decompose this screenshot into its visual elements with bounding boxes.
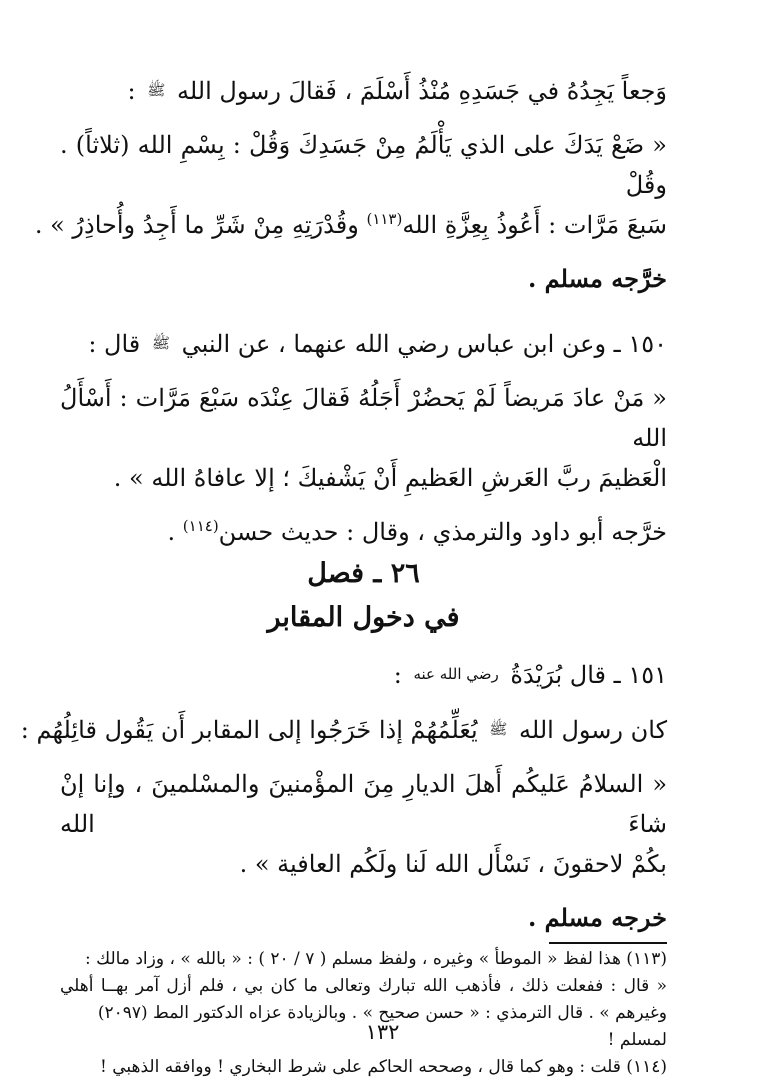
body-line-7: الْعَظيمَ ربَّ العَرشِ العَظيمِ أَنْ يَشْفيكَ ؛ إلا عافاهُ الله » . [113, 464, 667, 492]
footnote-line: (١١٣) هذا لفظ « الموطأ » وغيره ، ولفظ مسلم ( ٧ / ٢٠ ) : « بالله » ، وزاد مالك : [85, 949, 667, 969]
hadith-151-intro [60, 654, 667, 695]
page-number: ١٣٢ [365, 1020, 400, 1044]
body-line-12: بكُمْ لاحقونَ ، نَسْأَل الله لَنا ولَكُم العافية » . [239, 850, 667, 878]
body-line-6: « مَنْ عادَ مَريضاً لَمْ يَحضُرْ أَجَلُهُ فَقالَ عِنْدَه سَبْعَ مَرَّات : أَسْأَلُ الله [60, 384, 667, 452]
hadith-150-intro [60, 323, 667, 364]
footnote-line: وغيرهم » . قال الترمذي : « حسن صحيح » . وبالزيادة عزاه الدكتور المط (٢٠٩٧) لمسلم ! [97, 1003, 667, 1050]
body-line-1 [60, 70, 667, 111]
footnote-line: « قال : ففعلت ذلك ، فأذهب الله تبارك وتعالى ما كان بي ، فلم أزل آمر بهــا أهلي [60, 976, 667, 996]
text-segment: كان رسول الله [519, 716, 667, 744]
source-note-3: خرجه مسلم . [527, 903, 667, 932]
footnote-divider [549, 942, 667, 944]
footnotes-block [60, 946, 667, 1081]
text-segment: وَجعاً يَجِدُهُ في جَسَدِهِ مُنْذُ أَسْلَمَ ، فَقالَ رسول الله [176, 77, 667, 105]
source-note-2 [60, 512, 667, 552]
source-note-1: خرَّجه مسلم . [527, 264, 667, 293]
honorific-glyph: ﷺ [489, 720, 508, 738]
body-line-10 [20, 709, 667, 750]
text-segment: يُعَلِّمُهُمْ إذا خَرَجُوا إلى المقابر أَن يَقُول قائِلُهُم : [20, 716, 478, 744]
body-line-2: « ضَعْ يَدَكَ على الذي يَأْلَمُ مِنْ جَسَدِكَ وَقُلْ : بِسْمِ الله (ثلاثاً) . وقُلْ [60, 131, 667, 199]
honorific-glyph: ﷺ [151, 334, 171, 352]
text-segment: ١٥٠ ـ وعن ابن عباس رضي الله عنهما ، عن النبي [181, 330, 667, 358]
text-segment: . [167, 518, 176, 546]
text-segment: : [127, 77, 136, 105]
text-segment: ١٥١ ـ قال بُرَيْدَةُ [510, 661, 667, 689]
section-heading-number: ٢٦ ـ فصل [307, 558, 420, 589]
body-line-3 [34, 205, 667, 245]
footnote-ref-114: (١١٤) [182, 517, 219, 535]
honorific-glyph: ﷺ [147, 81, 166, 99]
section-heading-title: في دخول المقابر [267, 602, 460, 633]
text-segment: : [393, 661, 402, 689]
text-segment: خرَّجه أبو داود والترمذي ، وقال : حديث حسن [218, 518, 667, 546]
footnote-line: (١١٤) قلت : وهو كما قال ، وصححه الحاكم على شرط البخاري ! ووافقه الذهبي ! [99, 1057, 667, 1077]
text-segment: وقُدْرَتِهِ مِنْ شَرِّ ما أَجِدُ وأُحاذِرُ » . [34, 211, 359, 239]
text-segment: سَبعَ مَرَّات : أَعُوذُ بِعِزَّةِ الله [402, 211, 667, 239]
honorific-glyph: رضي الله عنه [413, 665, 499, 683]
body-line-11: « السلامُ عَليكُم أَهلَ الديارِ مِنَ المؤْمنينَ والمسْلمينَ ، وإنا إنْ شاءَ الله [60, 770, 667, 838]
footnote-ref-113: (١١٣) [366, 210, 403, 228]
text-segment: قال : [88, 330, 141, 358]
